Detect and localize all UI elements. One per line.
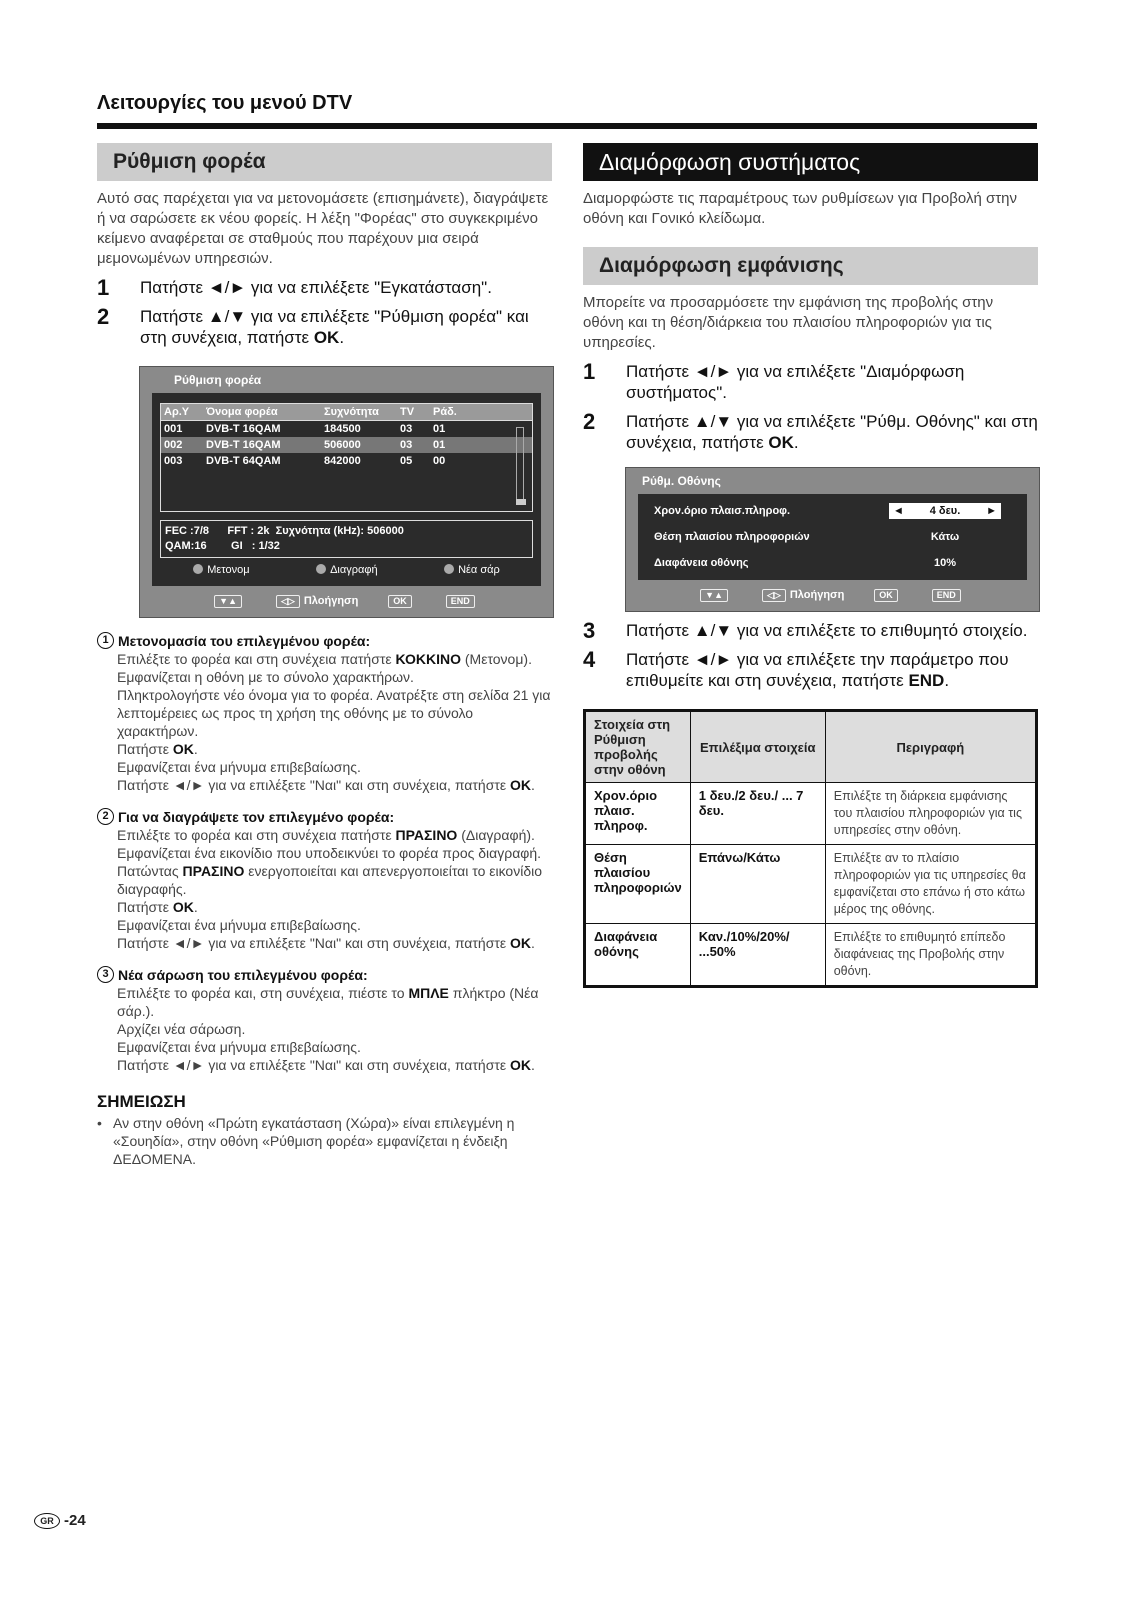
note-title-text: Μετονομασία του επιλεγμένου φορέα:: [118, 633, 371, 649]
channel-cell: 00: [433, 455, 446, 467]
display-options-table: [583, 709, 1038, 988]
note-title-text: Για να διαγράψετε τον επιλεγμένο φορέα:: [118, 809, 395, 825]
button-label: Διαγραφή: [330, 564, 378, 576]
channel-list[interactable]: [160, 421, 533, 512]
note-line: [117, 916, 552, 934]
left-steps: [97, 277, 552, 348]
step-number: 3: [583, 618, 596, 643]
note-line-key: OK: [172, 899, 194, 915]
channel-cell: 003: [164, 455, 183, 467]
step-text: [626, 411, 1038, 453]
header-rule: [97, 123, 1037, 129]
note-text: • Αν στην οθόνη «Πρώτη εγκατάσταση (Χώρα)» είναι επιλεγμένη η «Σουηδία», στην οθόνη «Ρύθμιση φορέα» εμφανίζεται η ένδειξη ΔΕΔΟΜΕΝΑ.: [97, 1115, 515, 1167]
setting-value-selector[interactable]: [889, 503, 1001, 519]
note-line-text: Πατήστε ◄/► για να επιλέξετε "Ναι" και στη συνέχεια, πατήστε: [117, 935, 511, 951]
ok-key-icon: OK: [874, 589, 898, 602]
table-row: [585, 845, 1037, 924]
step-text: [140, 306, 552, 348]
note-line-end: ενεργοποιείται και απενεργοποιείται το εικονίδιο διαγραφής.: [117, 863, 543, 897]
note-line-text: Πληκτρολογήστε νέο όνομα για το φορέα. Ανατρέξτε στη σελίδα 21 για λεπτομέρειες ως προς τη χρήση της οθόνης με το σύνολο χαρακτήρων.: [117, 687, 551, 739]
step-text-main: Πατήστε ◄/► για να επιλέξετε την παράμετρο που επιθυμείτε και στη συνέχεια, πατήστε: [626, 650, 1009, 690]
right-title: Διαμόρφωση συστήματος: [583, 143, 1038, 181]
note-line-key: OK: [510, 777, 532, 793]
note-number-icon: 3: [97, 966, 114, 983]
info-line-2: QAM:16 GI : 1/32: [165, 540, 280, 552]
channel-cell: DVB-T 16QAM: [206, 423, 281, 435]
channel-row[interactable]: [161, 421, 532, 437]
step-2: [583, 411, 1038, 453]
display-setup-screen: [625, 467, 1040, 612]
setting-label: Χρον.όριο πλαισ.πληροφ.: [654, 505, 791, 517]
note-title-text: Νέα σάρωση του επιλεγμένου φορέα:: [118, 967, 368, 983]
note-item: [97, 808, 552, 952]
step-text-main: Πατήστε ◄/► για να επιλέξετε "Εγκατάσταση".: [140, 278, 492, 297]
display-settings-panel: [638, 494, 1027, 580]
note-line-text: Εμφανίζεται ένα μήνυμα επιβεβαίωσης.: [117, 1039, 361, 1055]
channel-cell: 184500: [324, 423, 361, 435]
step-1: [583, 361, 1038, 403]
note-line: [117, 776, 552, 794]
column-header: Όνομα φορέα: [206, 406, 278, 418]
note-title: [97, 808, 552, 826]
note-item: [97, 632, 552, 794]
note-line-key: OK: [510, 1057, 532, 1073]
navigation-hint: ◁▷ Πλοήγηση: [762, 589, 844, 602]
note-line-text: Αρχίζει νέα σάρωση.: [117, 1021, 246, 1037]
note-number-icon: 1: [97, 632, 114, 649]
step-key: OK: [313, 328, 340, 347]
note-heading: ΣΗΜΕΙΩΣΗ: [97, 1092, 186, 1111]
table-cell: Χρον.όριο πλαισ. πληροφ.: [585, 783, 691, 845]
screen-footer: [140, 586, 553, 617]
table-header-row: [585, 711, 1037, 783]
note-body: [117, 650, 552, 794]
end-key-icon: END: [446, 595, 475, 608]
step-number: 1: [583, 359, 596, 384]
step-text: [626, 620, 1027, 641]
channel-row[interactable]: [161, 437, 532, 453]
note-line-end: .: [531, 777, 535, 793]
setting-value: 4 δευ.: [929, 505, 961, 517]
leftright-key-icon: ◁▷: [762, 589, 786, 602]
step-text-end: .: [944, 671, 950, 690]
step-key: OK: [768, 433, 794, 452]
note-line-key: OK: [172, 741, 194, 757]
table-cell: Καν./10%/20%/ ...50%: [690, 924, 825, 987]
channel-cell: 002: [164, 439, 183, 451]
note-line: [117, 686, 552, 740]
setting-row-transparency[interactable]: [638, 550, 1027, 576]
note-line-key: ΚΟΚΚΙΝΟ: [395, 651, 461, 667]
note-bullet: •: [97, 1115, 102, 1131]
screen-footer: [626, 580, 1039, 611]
step-text: [140, 277, 492, 298]
step-text-main: Πατήστε ◄/► για να επιλέξετε "Διαμόρφωση συστήματος".: [626, 362, 965, 402]
note-line-end: (Διαγραφή).: [457, 827, 535, 843]
channel-cell: 05: [400, 455, 413, 467]
table-row: [585, 924, 1037, 987]
step-2: [97, 306, 552, 348]
step-text-main: Πατήστε ▲/▼ για να επιλέξετε "Ρύθμ. Οθόνης" και στη συνέχεια, πατήστε: [626, 412, 1038, 452]
table-cell: Επιλέξτε το επιθυμητό επίπεδο διαφάνειας της Προβολής στην οθόνη.: [825, 924, 1036, 987]
screen-title: Ρύθμ. Οθόνης: [642, 474, 721, 488]
note-line: [117, 740, 552, 758]
channel-table-header: [160, 403, 533, 421]
setting-value: Κάτω: [930, 531, 960, 543]
table-header: Στοιχεία στη Ρύθμιση προβολής στην οθόνη: [585, 711, 691, 783]
tuning-info-box: [160, 520, 533, 558]
column-header: Αρ.Υ: [164, 406, 190, 418]
rename-button[interactable]: [193, 564, 249, 576]
note-line-end: .: [193, 741, 198, 757]
note-line-end: .: [531, 935, 535, 951]
table-header: Περιγραφή: [825, 711, 1036, 783]
left-intro: Αυτό σας παρέχεται για να μετονομάσετε (επισημάνετε), διαγράψετε ή να σαρώσετε εκ νέου φορείς. Η λέξη "Φορέας" στο συγκεκριμένο κείμενο αναφέρεται σε σταθμούς που παρέχουν μια σειρά μεμονωμένων υπηρεσιών.: [97, 190, 549, 267]
note-line: [117, 1038, 552, 1056]
note-line-text: Εμφανίζεται ένα μήνυμα επιβεβαίωσης.: [117, 759, 361, 775]
info-line-1: FEC :7/8 FFT : 2k Συχνότητα (kHz): 506000: [165, 525, 404, 537]
step-text-end: .: [793, 433, 799, 452]
step-text: [626, 361, 1038, 403]
note-line-key: ΜΠΛΕ: [408, 985, 449, 1001]
note-line: [117, 862, 552, 898]
note-line: [117, 826, 552, 844]
setting-label: Διαφάνεια οθόνης: [654, 557, 749, 569]
arrow-left-icon[interactable]: ◄: [893, 505, 904, 517]
table-cell: Θέση πλαισίου πληροφοριών: [585, 845, 691, 924]
arrow-right-icon[interactable]: ►: [986, 505, 997, 517]
page-number: GR -24: [34, 1512, 86, 1529]
language-badge: GR: [34, 1513, 60, 1529]
channel-cell: 01: [433, 439, 446, 451]
leftright-key-icon: ◁▷: [276, 595, 300, 608]
note-line: [117, 1020, 552, 1038]
navigation-hint: ◁▷ Πλοήγηση: [276, 595, 358, 608]
note-line-text: Πατήστε ◄/► για να επιλέξετε "Ναι" και στη συνέχεια, πατήστε: [117, 1057, 511, 1073]
note-line-text: Εμφανίζεται ένα εικονίδιο που υποδεικνύει το φορέα προς διαγραφή.: [117, 845, 542, 861]
table-header: Επιλέξιμα στοιχεία: [690, 711, 825, 783]
step-text-end: .: [339, 328, 345, 347]
step-key: END: [908, 671, 945, 690]
note-title: [97, 966, 552, 984]
table-cell: Επάνω/Κάτω: [690, 845, 825, 924]
table-cell: Διαφάνεια οθόνης: [585, 924, 691, 987]
note-line-text: Πατήστε ◄/► για να επιλέξετε "Ναι" και στη συνέχεια, πατήστε: [117, 777, 511, 793]
channel-cell: 03: [400, 423, 413, 435]
end-key-icon: END: [932, 589, 961, 602]
note-line: [117, 668, 552, 686]
screen-panel: [152, 393, 541, 586]
note-line: [117, 898, 552, 916]
note-line: [117, 650, 552, 668]
left-column: [97, 143, 552, 1168]
note-line: [117, 844, 552, 862]
note-line: [117, 984, 552, 1020]
note-line-text: Πατήστε: [117, 741, 173, 757]
column-header: Συχνότητα: [324, 406, 379, 418]
color-button-bar: [160, 558, 533, 576]
note-line-text: Επιλέξτε το φορέα και στη συνέχεια πατήστε: [117, 827, 396, 843]
color-dot-icon: [444, 564, 454, 574]
button-label: Μετονομ: [207, 564, 250, 576]
column-header: TV: [400, 406, 415, 418]
note-item: [97, 966, 552, 1074]
table-cell: 1 δευ./2 δευ./ ... 7 δευ.: [690, 783, 825, 845]
note-line-end: .: [531, 1057, 535, 1073]
display-setup-intro: Μπορείτε να προσαρμόσετε την εμφάνιση της προβολής στην οθόνη και τη θέση/διάρκεια του πλαισίου πληροφοριών για τις υπηρεσίες.: [583, 294, 994, 351]
channel-cell: 01: [433, 423, 446, 435]
step-text-main: Πατήστε ▲/▼ για να επιλέξετε "Ρύθμιση φορέα" και στη συνέχεια, πατήστε: [140, 307, 529, 347]
channel-cell: DVB-T 16QAM: [206, 439, 281, 451]
note-line-text: Εμφανίζεται η οθόνη με το σύνολο χαρακτήρων.: [117, 669, 414, 685]
step-4: [583, 649, 1038, 691]
right-column: [583, 143, 1038, 988]
channel-cell: 03: [400, 439, 413, 451]
scrollbar-thumb[interactable]: [516, 499, 526, 505]
note-title: [97, 632, 552, 650]
channel-cell: 842000: [324, 455, 361, 467]
color-dot-icon: [316, 564, 326, 574]
note-line-text: Επιλέξτε το φορέα και, στη συνέχεια, πιέστε το: [117, 985, 409, 1001]
note-line-end: πλήκτρο (Νέα σάρ.).: [117, 985, 539, 1019]
step-number: 1: [97, 275, 110, 300]
column-header: Ράδ.: [433, 406, 457, 418]
carrier-setup-screen: [139, 366, 554, 618]
channel-cell: 001: [164, 423, 183, 435]
left-title: Ρύθμιση φορέα: [97, 143, 552, 181]
ok-key-icon: OK: [388, 595, 412, 608]
delete-button[interactable]: [316, 564, 378, 576]
note-line: [117, 758, 552, 776]
section-header: Λειτουργίες του μενού DTV: [97, 92, 353, 114]
right-intro: Διαμορφώστε τις παραμέτρους των ρυθμίσεων για Προβολή στην οθόνη και Γονικό κλείδωμα.: [583, 190, 1017, 227]
channel-cell: DVB-T 64QAM: [206, 455, 281, 467]
display-setup-subtitle: Διαμόρφωση εμφάνισης: [583, 247, 1038, 285]
setting-row-timeout[interactable]: [638, 498, 1027, 524]
note-line-key: OK: [510, 935, 532, 951]
updown-key-icon: ▼▲: [214, 595, 246, 608]
right-steps-a: [583, 361, 1038, 453]
channel-row[interactable]: [161, 453, 532, 469]
color-dot-icon: [193, 564, 203, 574]
scrollbar[interactable]: [516, 427, 524, 503]
step-text-main: Πατήστε ▲/▼ για να επιλέξετε το επιθυμητό στοιχείο.: [626, 621, 1028, 640]
note-line-text: Πατήστε: [117, 899, 173, 915]
note-line-text: Επιλέξτε το φορέα και στη συνέχεια πατήστε: [117, 651, 396, 667]
button-label: Νέα σάρ: [458, 564, 500, 576]
step-number: 4: [583, 647, 596, 672]
note-line-end: (Μετονομ).: [460, 651, 532, 667]
step-3: [583, 620, 1038, 641]
right-steps-b: [583, 620, 1038, 691]
notes-list: [97, 632, 552, 1074]
setting-value: 10%: [933, 557, 957, 569]
updown-key-icon: ▼▲: [700, 589, 732, 602]
setting-row-position[interactable]: [638, 524, 1027, 550]
step-1: [97, 277, 552, 298]
note-line-key: ΠΡΑΣΙΝΟ: [182, 863, 245, 879]
table-cell: Επιλέξτε αν το πλαίσιο πληροφοριών για τις υπηρεσίες θα εμφανίζεται στο επάνω ή στο κάτω μέρος της οθόνης.: [825, 845, 1036, 924]
rescan-button[interactable]: [444, 564, 500, 576]
note-line-end: .: [193, 899, 198, 915]
step-number: 2: [97, 304, 110, 329]
setting-label: Θέση πλαισίου πληροφοριών: [654, 531, 810, 543]
note-line: [117, 934, 552, 952]
note-body: [117, 984, 552, 1074]
channel-cell: 506000: [324, 439, 361, 451]
table-row: [585, 783, 1037, 845]
note-number-icon: 2: [97, 808, 114, 825]
note-line-text: Εμφανίζεται ένα μήνυμα επιβεβαίωσης.: [117, 917, 361, 933]
step-number: 2: [583, 409, 596, 434]
step-text: [626, 649, 1038, 691]
table-cell: Επιλέξτε τη διάρκεια εμφάνισης του πλαισίου πληροφοριών για τις υπηρεσίες στην οθόνη.: [825, 783, 1036, 845]
screen-title: Ρύθμιση φορέα: [174, 373, 262, 387]
note-line-text: Πατώντας: [117, 863, 183, 879]
note-body: [117, 826, 552, 952]
note-line-key: ΠΡΑΣΙΝΟ: [395, 827, 458, 843]
note-line: [117, 1056, 552, 1074]
